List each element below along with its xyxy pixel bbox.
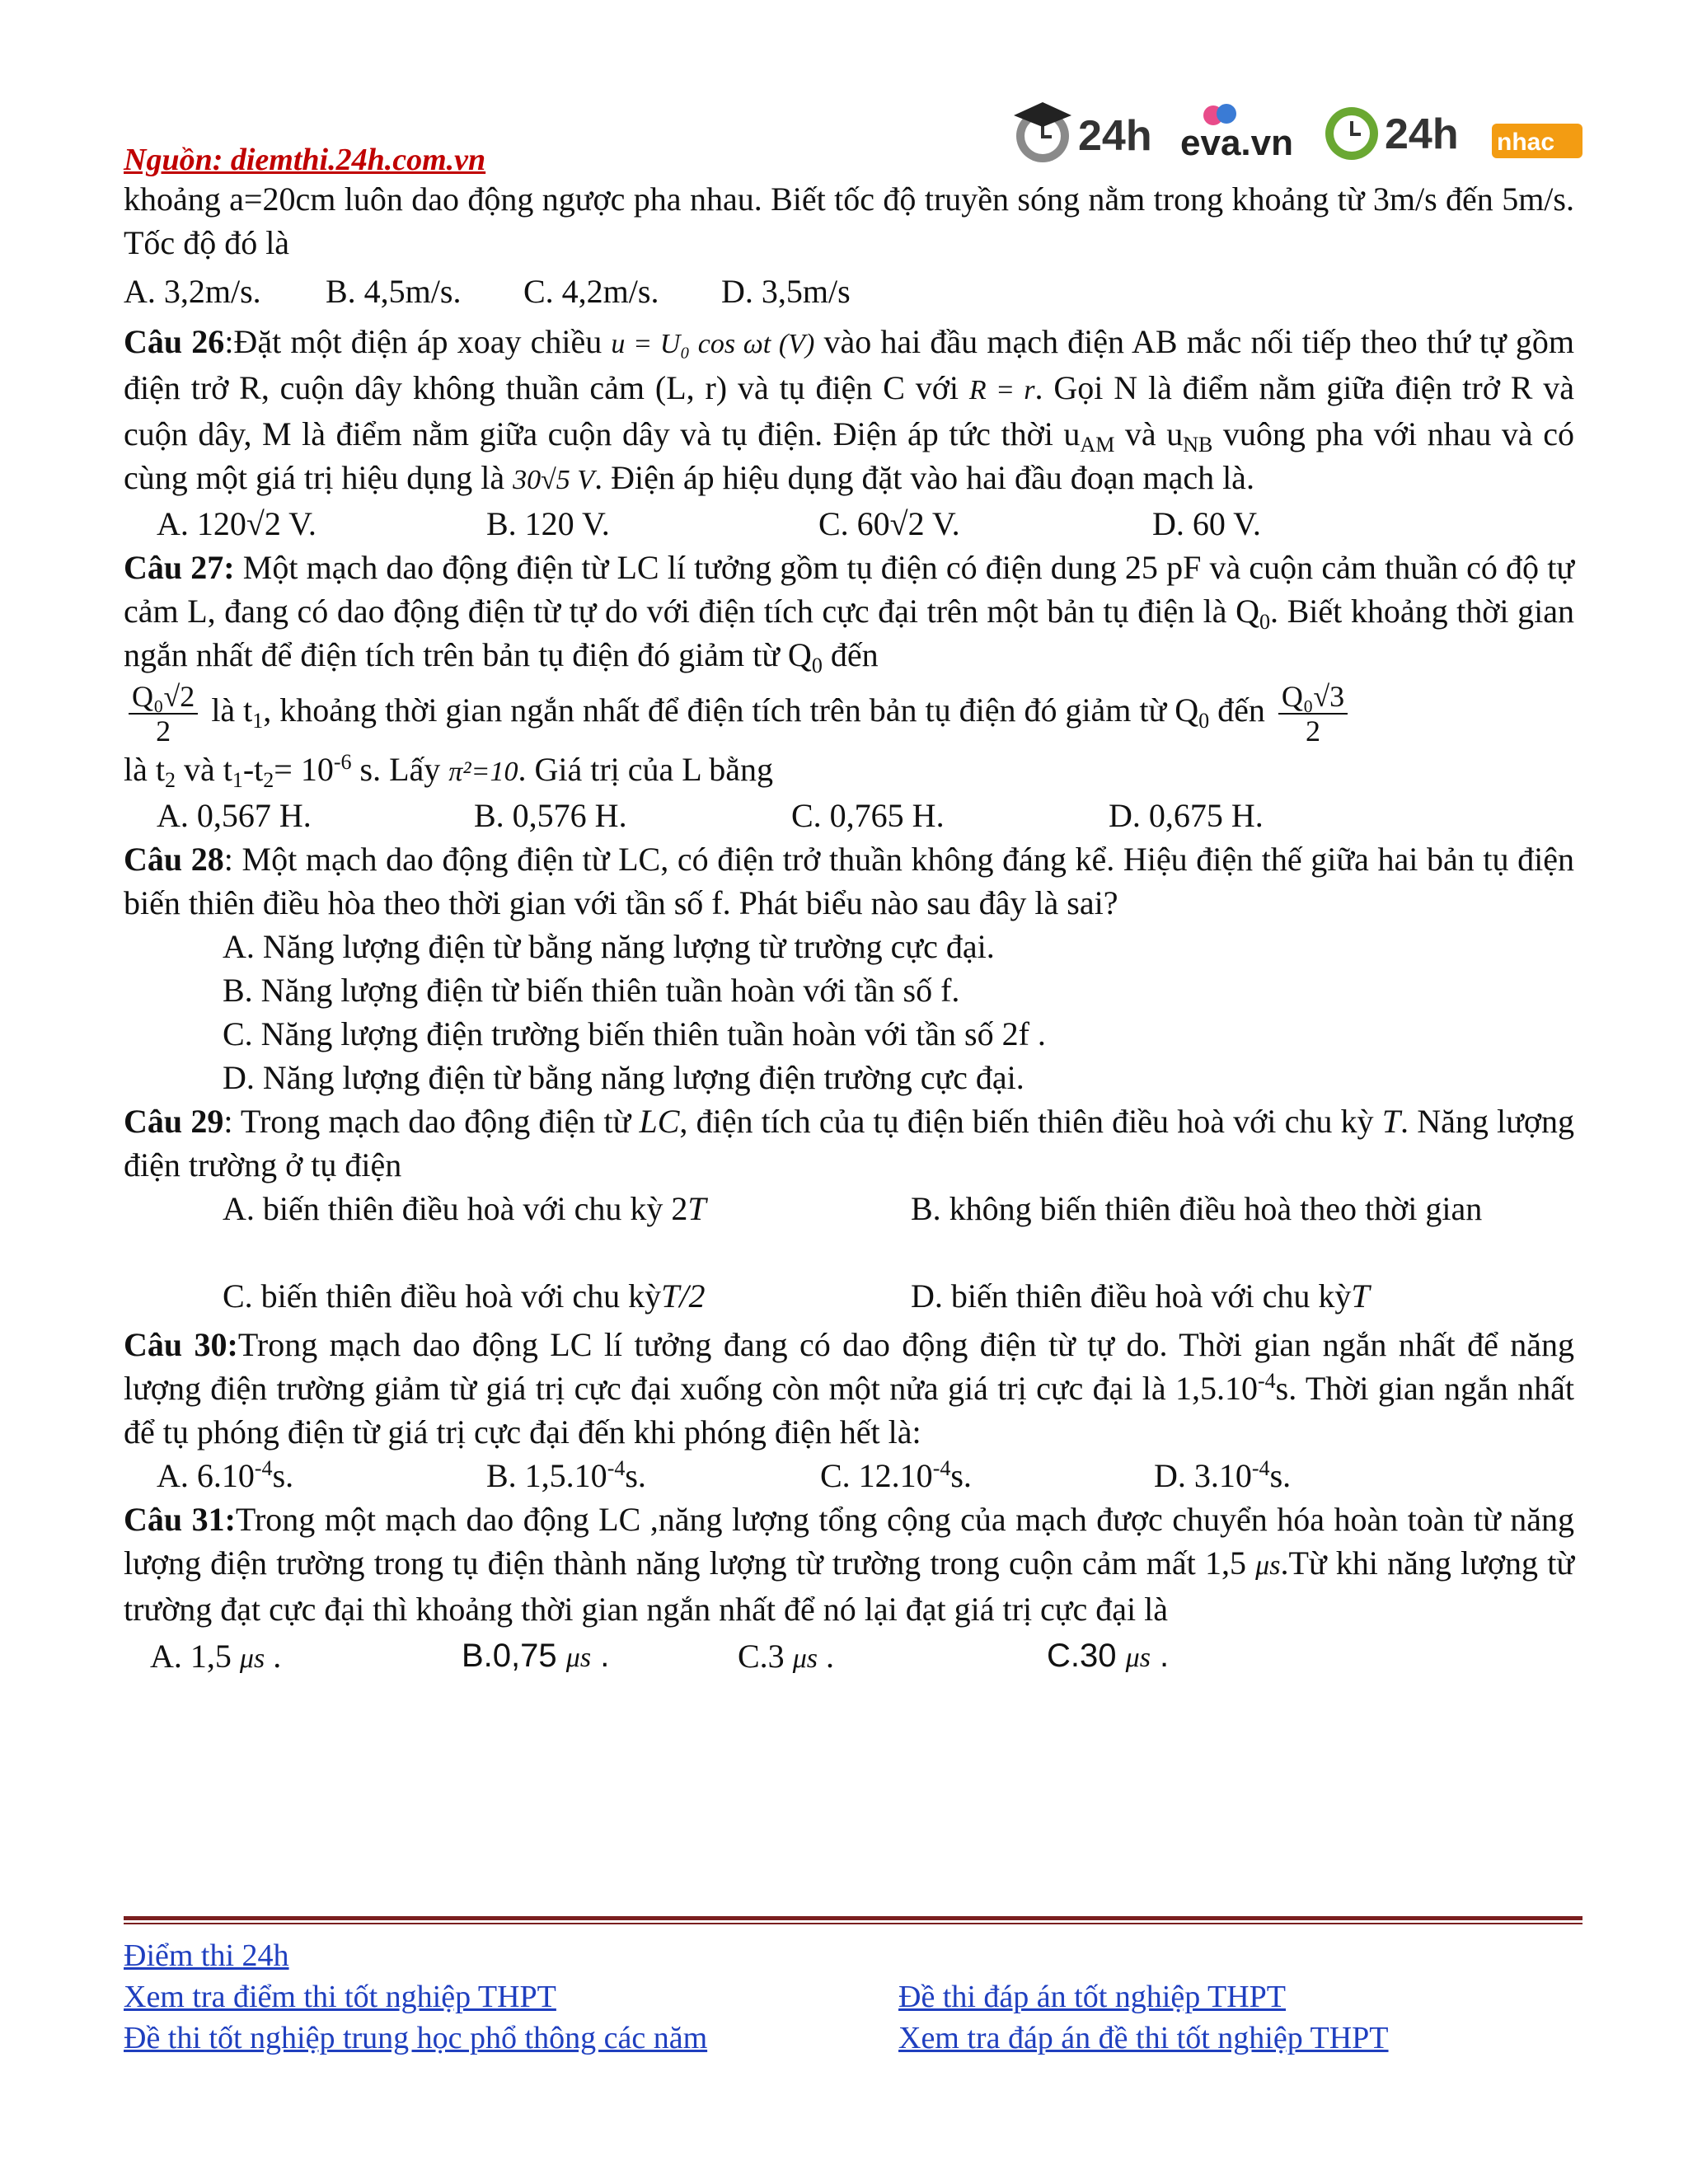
logo-eva bbox=[1180, 104, 1293, 163]
q27-sub-0a: 0 bbox=[1259, 610, 1271, 634]
q29-lc: LC bbox=[639, 1103, 680, 1140]
option-a-exponent: -4 bbox=[254, 1456, 273, 1480]
option-d-unit: s. bbox=[1269, 1457, 1292, 1494]
option-c-exponent: -4 bbox=[932, 1456, 951, 1480]
q27-text-8: và t bbox=[175, 751, 232, 788]
option-b: B.0,75 μs . bbox=[462, 1634, 738, 1680]
option-a-period: T bbox=[687, 1190, 706, 1227]
footer-links bbox=[124, 1935, 1582, 2059]
exam-content bbox=[124, 177, 1574, 1680]
logo-24h-2 bbox=[1325, 107, 1459, 160]
q26-text-1: :Đặt một điện áp xoay chiều bbox=[224, 323, 603, 360]
option-c bbox=[223, 1274, 911, 1318]
q27-text-3: đến bbox=[822, 636, 879, 673]
option-d-unit: μs bbox=[1125, 1643, 1151, 1673]
q30-exponent: -4 bbox=[1257, 1369, 1276, 1393]
q27-text-5: , khoảng thời gian ngắn nhất để điện tích trên bản tụ điện đó giảm từ Q bbox=[263, 691, 1199, 729]
question-30 bbox=[124, 1323, 1574, 1454]
q29-text-1: : Trong mạch dao động điện từ bbox=[223, 1103, 640, 1140]
question-26 bbox=[124, 320, 1574, 502]
option-b-unit: μs bbox=[565, 1643, 592, 1673]
option-c-period: T/2 bbox=[661, 1277, 706, 1315]
svg-text:eva.vn: eva.vn bbox=[1180, 123, 1293, 163]
option-b: B. Năng lượng điện từ biến thiên tuần hoàn với tần số f. bbox=[223, 972, 960, 1009]
option-c-text: C. biến thiên điều hoà với chu kỳ bbox=[223, 1277, 662, 1315]
option-c-unit: μs bbox=[792, 1643, 818, 1674]
question-29-label: Câu 29 bbox=[124, 1103, 224, 1140]
svg-text:24h: 24h bbox=[1385, 110, 1459, 158]
footer-link-xem-tra-dap-an[interactable]: Xem tra đáp án đề thi tốt nghiệp THPT bbox=[898, 2021, 1389, 2055]
q28-text: : Một mạch dao động điện từ LC, có điện trở thuần không đáng kể. Hiệu điện thế giữa hai bản tụ điện biến thiên điều hòa theo thời gian với tần số f. Phát biểu nào sau đây là sai? bbox=[124, 841, 1574, 921]
fraction-denominator: 2 bbox=[156, 715, 171, 748]
q27-text-4: là t bbox=[211, 691, 253, 729]
q26-sub-nb: NB bbox=[1183, 433, 1213, 457]
question-30-options bbox=[124, 1454, 1574, 1497]
q31-text-1: Trong một mạch dao động LC ,năng lượng tổng cộng của mạch được chuyển hóa hoàn toàn từ năng lượng điện trường trong tụ điện thành năng lượng từ trường trong cuộn cảm mất 1,5 bbox=[124, 1501, 1574, 1582]
q27-sub-1: 1 bbox=[252, 709, 264, 733]
option-a: A. 120√2 V. bbox=[157, 505, 316, 542]
option-a: A. 0,567 H. bbox=[157, 797, 312, 834]
option-b: B. 120 V. bbox=[486, 505, 610, 542]
option-c bbox=[820, 1454, 1154, 1497]
q26-text-2: vào hai đầu mạch điện AB mắc nối tiếp theo thứ tự gồm điện trở R, cuộn dây không thuần cảm (L, r) và tụ điện C với bbox=[124, 323, 1574, 406]
option-d-text: D. 3.10 bbox=[1154, 1457, 1252, 1494]
q26-sub-am: AM bbox=[1080, 433, 1115, 457]
continued-paragraph: khoảng a=20cm luôn dao động ngược pha nhau. Biết tốc độ truyền sóng nằm trong khoảng từ 3m/s đến 5m/s. Tốc độ đó là bbox=[124, 180, 1574, 261]
question-28-options bbox=[124, 925, 1574, 1099]
question-28 bbox=[124, 837, 1574, 925]
question-27-options bbox=[124, 794, 1574, 837]
option-b: B. không biến thiên điều hoà theo thời gian bbox=[911, 1190, 1483, 1227]
option-d-text: C.30 bbox=[1047, 1638, 1117, 1674]
q27-text-10: = 10 bbox=[274, 751, 334, 788]
option-a-unit: s. bbox=[272, 1457, 294, 1494]
question-29 bbox=[124, 1099, 1574, 1187]
question-26-options bbox=[124, 502, 1574, 546]
option-a: A. 1,5 μs . bbox=[150, 1634, 462, 1680]
svg-text:nhac: nhac bbox=[1497, 129, 1555, 156]
q31-text-2: .Từ khi năng lượng từ trường đạt cực đại thì khoảng thời gian ngắn nhất để nó lại đạt giá trị cực đại là bbox=[124, 1544, 1574, 1628]
q27-text-9: -t bbox=[242, 751, 264, 788]
question-29-options-row-2 bbox=[124, 1274, 1574, 1318]
footer-link-de-thi-cac-nam[interactable]: Đề thi tốt nghiệp trung học phổ thông các năm bbox=[124, 2021, 708, 2055]
option-c: C. 60√2 V. bbox=[818, 505, 960, 542]
footer-link-xem-tra-diem[interactable]: Xem tra điểm thi tốt nghiệp THPT bbox=[124, 1980, 556, 2014]
option-c: C.3 μs . bbox=[738, 1634, 1047, 1680]
header-logos bbox=[997, 91, 1591, 169]
option-d: D. 3,5m/s bbox=[721, 273, 851, 310]
option-c-text: C. 12.10 bbox=[820, 1457, 933, 1494]
q27-text-1: Một mạch dao động điện từ LC lí tưởng gồm tụ điện có điện dung 25 pF và cuộn cảm thuần có độ tự cảm L, đang có dao động điện từ tự do với điện tích cực đại trên một bản tụ điện là Q bbox=[124, 549, 1574, 630]
q27-text-2: . Biết khoảng thời gian ngắn nhất để điện tích trên bản tụ điện đó giảm từ Q bbox=[124, 593, 1574, 673]
q29-period: T bbox=[1381, 1103, 1401, 1140]
footer-divider-thin bbox=[124, 1923, 1582, 1924]
q27-sub-0b: 0 bbox=[811, 654, 823, 677]
option-b: B. 0,576 H. bbox=[474, 797, 627, 834]
logo-nhac bbox=[1492, 124, 1582, 158]
option-d-text: D. biến thiên điều hoà với chu kỳ bbox=[911, 1277, 1352, 1315]
q27-text-12: . Giá trị của L bằng bbox=[518, 751, 773, 788]
option-c-unit: s. bbox=[950, 1457, 972, 1494]
option-a: A. Năng lượng điện từ bằng năng lượng từ trường cực đại. bbox=[223, 928, 995, 965]
q26-value: 30√5 V bbox=[513, 465, 595, 495]
option-a-text: A. 1,5 bbox=[150, 1638, 232, 1675]
continued-options bbox=[124, 269, 1574, 313]
question-27-label: Câu 27: bbox=[124, 549, 235, 586]
svg-text:24h: 24h bbox=[1078, 112, 1152, 160]
fraction-numerator: Q₀√3 bbox=[1278, 680, 1348, 715]
question-29-options-row-1 bbox=[124, 1187, 1574, 1230]
q27-fraction-2 bbox=[1278, 680, 1348, 748]
option-d: D. 0,675 H. bbox=[1109, 797, 1264, 834]
option-d: D. 60 V. bbox=[1152, 505, 1261, 542]
fraction-denominator: 2 bbox=[1306, 715, 1321, 748]
q26-text-5: vuông pha với nhau và có cùng một giá trị hiệu dụng là bbox=[124, 415, 1574, 496]
q26-text-4: và u bbox=[1114, 415, 1184, 452]
option-a bbox=[223, 1187, 911, 1230]
option-d-exponent: -4 bbox=[1251, 1456, 1270, 1480]
option-a-unit: μs bbox=[239, 1643, 265, 1674]
q26-formula: u = U₀ cos ωt (V) bbox=[611, 329, 815, 359]
option-b bbox=[486, 1454, 820, 1497]
option-c: C. 4,2m/s. bbox=[523, 273, 659, 310]
option-b-exponent: -4 bbox=[607, 1456, 626, 1480]
q27-text-6: đến bbox=[1209, 691, 1265, 729]
question-30-label: Câu 30: bbox=[124, 1326, 238, 1363]
q30-text-2: s. Thời gian ngắn nhất để tụ phóng điện từ giá trị cực đại đến khi phóng điện hết là: bbox=[124, 1370, 1574, 1451]
option-b-text: B. 1,5.10 bbox=[486, 1457, 607, 1494]
option-a-text: A. 6.10 bbox=[157, 1457, 255, 1494]
option-d-period: T bbox=[1351, 1277, 1370, 1315]
option-b-unit: s. bbox=[625, 1457, 646, 1494]
fraction-numerator: Q₀√2 bbox=[129, 680, 198, 715]
footer-link-de-thi-dap-an[interactable]: Đề thi đáp án tốt nghiệp THPT bbox=[898, 1980, 1287, 2014]
option-b-text: B.0,75 bbox=[462, 1638, 557, 1674]
question-26-label: Câu 26 bbox=[124, 323, 225, 360]
option-a bbox=[157, 1454, 486, 1497]
option-c-text: C.3 bbox=[738, 1638, 785, 1675]
source-link[interactable]: Nguồn: diemthi.24h.com.vn bbox=[124, 143, 486, 177]
option-a-text: A. biến thiên điều hoà với chu kỳ 2 bbox=[223, 1190, 688, 1227]
q27-sub-2a: 2 bbox=[164, 768, 176, 792]
q27-fraction-1 bbox=[129, 680, 198, 748]
q27-sub-0c: 0 bbox=[1198, 709, 1210, 733]
question-28-label: Câu 28 bbox=[124, 841, 224, 878]
q27-sub-2b: 2 bbox=[263, 768, 274, 792]
q26-text-3: . Gọi N là điểm nằm giữa điện trở R và cuộn dây, M là điểm nằm giữa cuộn dây và tụ điện. Điện áp tức thời u bbox=[124, 369, 1575, 452]
footer-link-diem-thi[interactable]: Điểm thi 24h bbox=[124, 1938, 289, 1973]
question-31-options bbox=[124, 1634, 1574, 1680]
option-c: C. 0,765 H. bbox=[791, 797, 945, 834]
q27-sub-1b: 1 bbox=[232, 768, 243, 792]
q27-pi: π²=10 bbox=[448, 757, 518, 787]
question-27 bbox=[124, 546, 1574, 677]
q30-text-1: Trong mạch dao động LC lí tưởng đang có dao động điện từ tự do. Thời gian ngắn nhất để năng lượng điện trường giảm từ giá trị cực đại xuống còn một nửa giá trị cực đại là 1,5.10 bbox=[124, 1326, 1574, 1407]
question-27-line-3 bbox=[124, 748, 1574, 794]
q27-text-7: là t bbox=[124, 751, 165, 788]
option-d bbox=[1154, 1454, 1291, 1497]
question-31 bbox=[124, 1497, 1574, 1631]
option-d bbox=[911, 1274, 1370, 1318]
option-c: C. Năng lượng điện trường biến thiên tuần hoàn với tần số 2f . bbox=[223, 1015, 1046, 1052]
q29-text-2: , điện tích của tụ điện biến thiên điều hoà với chu kỳ bbox=[679, 1103, 1382, 1140]
q26-equation: R = r bbox=[968, 375, 1035, 405]
footer-divider bbox=[124, 1916, 1582, 1920]
question-27-line-2 bbox=[124, 680, 1574, 748]
option-b: B. 4,5m/s. bbox=[326, 273, 462, 310]
option-a: A. 3,2m/s. bbox=[124, 273, 261, 310]
q31-mu: μs bbox=[1255, 1550, 1281, 1581]
q26-text-6: . Điện áp hiệu dụng đặt vào hai đầu đoạn mạch là. bbox=[594, 459, 1254, 496]
option-d: D. Năng lượng điện từ bằng năng lượng điện trường cực đại. bbox=[223, 1059, 1025, 1096]
q27-exponent: -6 bbox=[333, 750, 352, 774]
option-d: C.30 μs . bbox=[1047, 1634, 1169, 1680]
q29-text-3: . Năng lượng điện trường ở tụ điện bbox=[124, 1103, 1574, 1183]
q27-text-11: s. Lấy bbox=[351, 751, 441, 788]
question-31-label: Câu 31: bbox=[124, 1501, 236, 1538]
logo-24h-1 bbox=[1014, 102, 1152, 162]
